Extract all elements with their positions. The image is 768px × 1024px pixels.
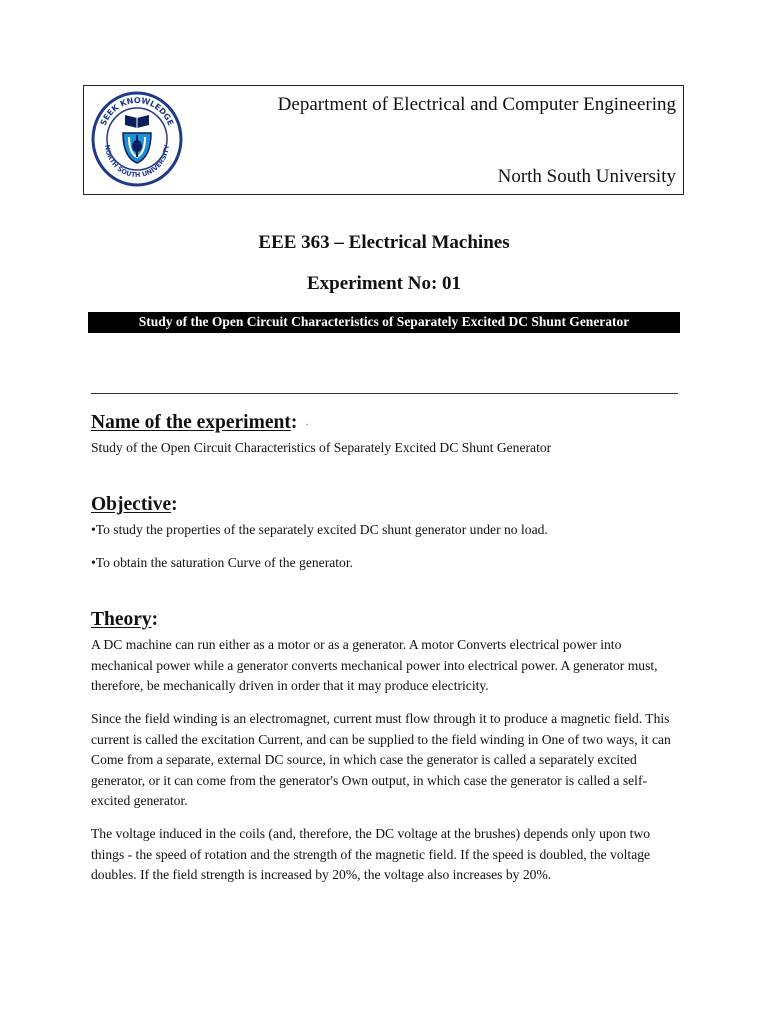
- objective-item: •To study the properties of the separately excited DC shunt generator under no load.: [91, 522, 548, 537]
- experiment-name-text: Study of the Open Circuit Characteristics of Separately Excited DC Shunt Generator: [91, 440, 552, 455]
- objective-heading: [91, 494, 178, 516]
- theory-heading: [91, 609, 158, 631]
- name-heading-label: Name of the experiment: [91, 412, 291, 433]
- theory-paragraph: A DC machine can run either as a motor or as a generator. A motor Converts electrical power into mechanical power while a generator converts mechanical power into electrical power. A generator must, therefore, be mechanically driven in order that it may produce electricity.: [91, 637, 658, 693]
- separator-line: [91, 393, 678, 394]
- objective-heading-label: Objective: [91, 494, 172, 515]
- theory-heading-colon: :: [151, 609, 159, 630]
- experiment-banner: Study of the Open Circuit Characteristics of Separately Excited DC Shunt Generator: [88, 312, 680, 333]
- name-heading-colon: :: [290, 412, 298, 433]
- logo-bottom-text: NORTH SOUTH UNIVERSITY: [102, 144, 172, 180]
- theory-heading-label: Theory: [91, 609, 152, 630]
- name-heading-mark: ·: [305, 420, 309, 431]
- university-name: North South University: [497, 166, 676, 187]
- experiment-number: Experiment No: 01: [306, 273, 462, 294]
- objective-heading-colon: :: [171, 494, 178, 515]
- theory-paragraph: Since the field winding is an electromagnet, current must flow through it to produce a magnetic field. This current is called the excitation Current, and can be supplied to the field winding in One of two ways, it can Come from a separate, external DC source, in which case the generator is called a separately excited generator, or it can come from the generator's Own output, in which case the generator is called a self-excited generator.: [91, 711, 671, 808]
- course-title: EEE 363 – Electrical Machines: [258, 232, 510, 253]
- theory-paragraph: The voltage induced in the coils (and, therefore, the DC voltage at the brushes) depends only upon two things - the speed of rotation and the strength of the magnetic field. If the speed is doubled, the voltage doubles. If the field strength is increased by 20%, the voltage also increases by 20%.: [91, 826, 651, 882]
- department-name: Department of Electrical and Computer Engineering: [277, 94, 676, 115]
- name-heading: [91, 412, 309, 434]
- objective-item: •To obtain the saturation Curve of the generator.: [91, 555, 354, 570]
- logo-top-text: SEEK KNOWLEDGE: [98, 95, 176, 127]
- header-box: [83, 85, 684, 195]
- university-logo: [91, 91, 183, 187]
